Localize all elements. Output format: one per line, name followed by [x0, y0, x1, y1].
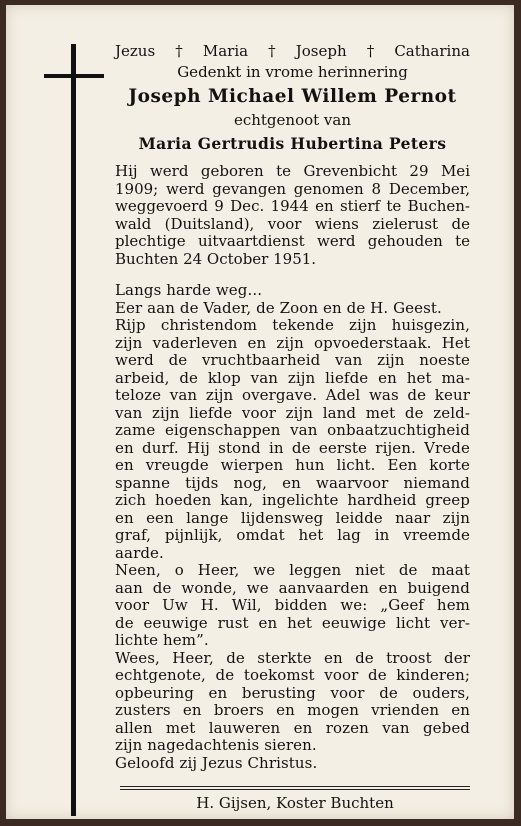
saint-name: Jezus	[115, 42, 156, 60]
text-line: Langs harde weg...	[115, 281, 263, 299]
cross-icon	[71, 44, 76, 816]
text-line: echtgenote, de toekomst voor de kinderen;	[115, 666, 470, 684]
text-line: en vreugde wierpen hun licht. Een korte	[115, 456, 470, 474]
dagger-icon: †	[175, 42, 183, 60]
text-line: zich hoeden kan, ingelichte hardheid greep	[115, 491, 470, 509]
text-line: Rijp christendom tekende zijn huisgezin,	[115, 316, 470, 334]
text-line: 1909; werd gevangen genomen 8 December,	[115, 179, 470, 198]
saint-name: Maria	[202, 42, 249, 60]
text-line: zijn nagedachtenis sieren.	[115, 736, 317, 754]
printer-credit: H. Gijsen, Koster Buchten	[196, 794, 394, 812]
text-line: en een lange lijdensweg leidde naar zijn	[115, 508, 470, 527]
card-content	[115, 40, 470, 772]
text-line: spanne tijds nog, en waarvoor niemand	[115, 473, 470, 492]
text-line: plechtige uitvaartdienst werd gehouden te	[115, 232, 470, 250]
memorial-line: Gedenkt in vrome herinnering	[177, 63, 408, 81]
text-line: allen met lauweren en rozen van gebed	[115, 718, 470, 737]
cross-bar	[44, 74, 104, 78]
text-line: zusters en broers en mogen vrienden en	[115, 701, 470, 719]
text-line: lichte hem”.	[115, 631, 209, 649]
text-line: zijn vaderleven en zijn opvoederstaak. Het	[115, 333, 470, 352]
spouse-name: Maria Gertrudis Hubertina Peters	[138, 134, 447, 153]
biography	[115, 163, 470, 268]
text-line: arbeid, de klop van zijn liefde en het ma-	[115, 368, 470, 387]
text-line: teloze van zijn overgave. Adel was de keur	[115, 386, 470, 404]
dagger-icon: †	[366, 42, 375, 60]
text-line: Hij werd geboren te Grevenbicht 29 Mei	[115, 162, 470, 180]
dagger-icon: †	[268, 42, 276, 60]
text-line: Neen, o Heer, we leggen niet de maat	[115, 561, 470, 579]
text-line: werd de vruchtbaarheid van zijn noeste	[115, 351, 470, 369]
saints-line	[115, 40, 470, 62]
text-line: de eeuwige rust en het eeuwige licht ver-	[115, 613, 470, 632]
text-line: zame eigenschappen van onbaatzuchtigheid	[115, 421, 470, 439]
spouse-intro: echtgenoot van	[233, 111, 352, 129]
prayer-text	[115, 282, 470, 772]
text-line: opbeuring en berusting voor de ouders,	[115, 683, 470, 702]
divider	[120, 789, 470, 790]
divider	[120, 786, 470, 787]
text-line: Geloofd zij Jezus Christus.	[115, 753, 318, 772]
text-line: graf, pijnlijk, omdat het lag in vreemde	[115, 526, 470, 544]
text-line: aarde.	[115, 543, 164, 562]
text-line: Eer aan de Vader, de Zoon en de H. Geest.	[115, 298, 442, 317]
text-line: Buchten 24 October 1951.	[115, 249, 317, 268]
saint-name: Joseph	[295, 42, 347, 60]
text-line: weggevoerd 9 Dec. 1944 en stierf te Buchen-	[115, 197, 470, 215]
text-line: voor Uw H. Wil, bidden we: „Geef hem	[115, 596, 470, 614]
text-line: Wees, Heer, de sterkte en de troost der	[115, 648, 470, 667]
text-line: wald (Duitsland), voor wiens zielerust de	[115, 214, 470, 233]
deceased-name: Joseph Michael Willem Pernot	[128, 86, 457, 107]
text-line: en durf. Hij stond in de eerste rijen. Vrede	[115, 438, 470, 457]
saint-name: Catharina	[394, 42, 470, 60]
text-line: van zijn liefde voor zijn land met de zeld-	[115, 403, 470, 422]
text-line: aan de wonde, we aanvaarden en buigend	[115, 578, 470, 597]
